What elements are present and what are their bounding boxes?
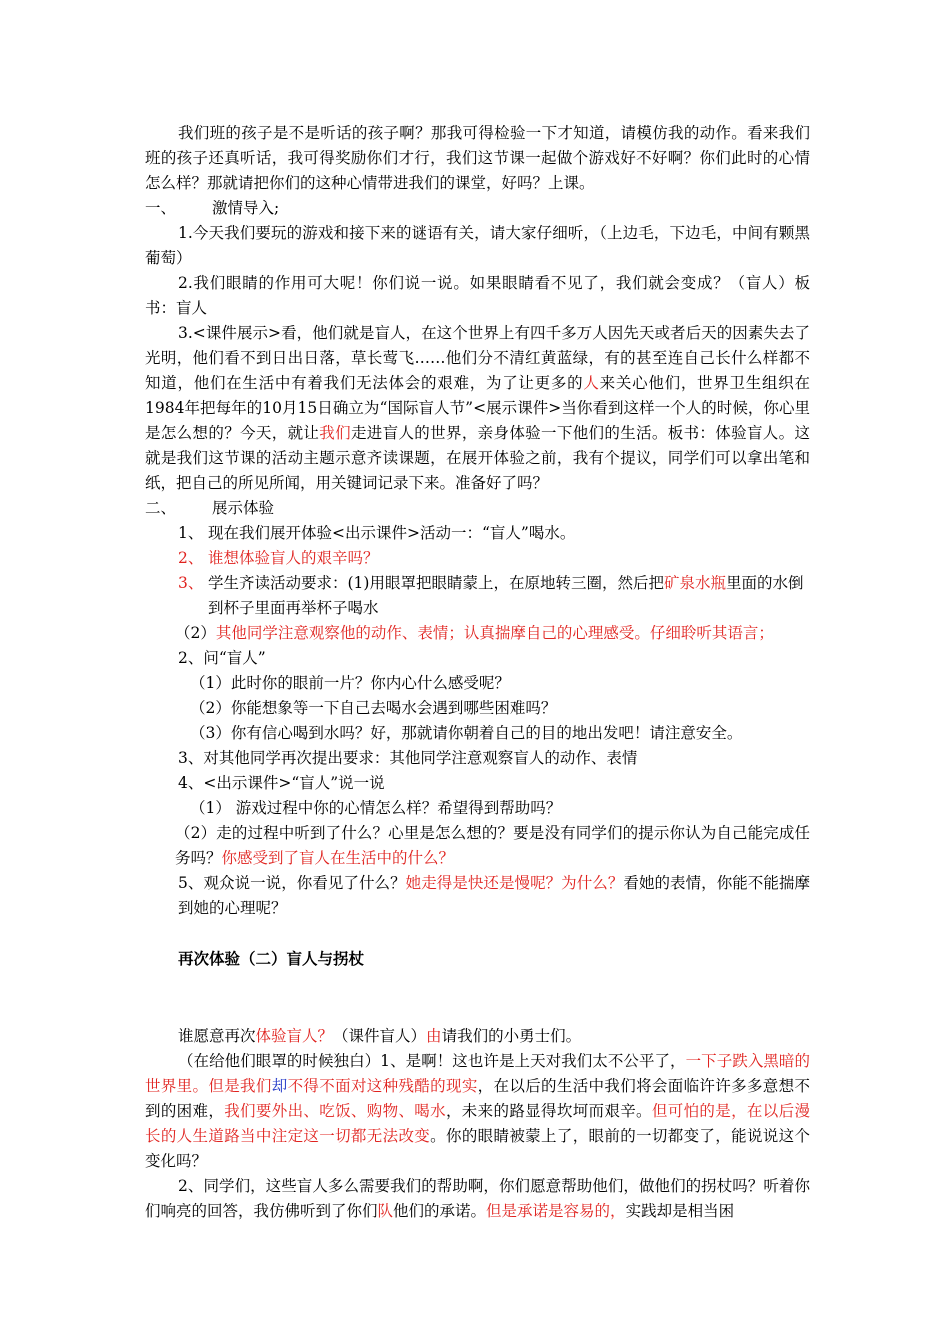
requirement-2 <box>145 621 810 646</box>
question-3: （3）你有信心喝到水吗？好，那就请你朝着自己的目的地出发吧！请注意安全。 <box>190 724 743 742</box>
list-number: 2、 <box>178 549 204 567</box>
document-page <box>145 121 810 1224</box>
step-5 <box>145 871 810 921</box>
highlight-text: 由 <box>426 1027 442 1045</box>
highlight-text: 队 <box>377 1202 394 1220</box>
paragraph-1: 1.今天我们要玩的游戏和接下来的谜语有关，请大家仔细听，（上边毛，下边毛，中间有颗黑葡萄） <box>145 224 810 267</box>
text-run: ，在以后的生活中我们将会面临许许多多意想不到的困难， <box>145 1077 810 1120</box>
paragraph-a <box>145 1024 810 1049</box>
section-heading-1 <box>145 196 810 221</box>
highlight-text: 她走得是快还是慢呢？为什么？ <box>405 874 624 892</box>
section-heading-2 <box>145 496 810 521</box>
step-4-question-2 <box>145 821 810 871</box>
highlight-text: 我们 <box>319 424 351 442</box>
text-run: 3.<课件展示>看，他们就是盲人，在这个世界上有四千多万人因先天或者后天的因素失去了光明，他们看不到日出日落，草长莺飞……他们分不清红黄蓝绿，有的甚至连自己长什么样都不知道，他们在生活中有着我们无法体会的艰难，为了让更多的 <box>145 324 810 392</box>
step-4-question-1: （1） 游戏过程中你的心情怎么样？希望得到帮助吗？ <box>190 799 562 817</box>
list-item <box>145 546 810 571</box>
highlight-text: 不得不面对这种残酷的现实 <box>287 1077 478 1095</box>
text-run: 实践却是相当困 <box>625 1202 735 1220</box>
list-number: 1、 <box>178 524 204 542</box>
text-run: 走进盲人的世界，亲身体验一下他们的生活。板书：体验盲人。这就是我们这节课的活动主题示意齐读课题，在展开体验之前，我有个提议，同学们可以拿出笔和纸，把自己的所见所闻，用关键词记录下来。准备好了吗？ <box>145 424 810 492</box>
bold-heading: 再次体验（二）盲人与拐杖 <box>178 950 365 968</box>
question-1: （1）此时你的眼前一片？你内心什么感受呢？ <box>190 674 510 692</box>
text-run: 他们的承诺。 <box>393 1202 487 1220</box>
paragraph-3 <box>145 321 810 496</box>
section-title: 激情导入; <box>212 199 280 217</box>
highlight-text: 一下子跌入黑暗的世界里。但是我们 <box>145 1052 810 1095</box>
text-run: （2） <box>175 624 216 642</box>
highlight-text: 体验盲人？ <box>255 1027 334 1045</box>
highlight-text-blue: 却 <box>271 1077 288 1095</box>
text-run: （课件盲人） <box>333 1027 427 1045</box>
text-run: 学生齐读活动要求：(1)用眼罩把眼睛蒙上，在原地转三圈，然后把 <box>208 574 664 592</box>
highlight-text: 人 <box>583 374 600 392</box>
text-run: （2）走的过程中听到了什么？心里是怎么想的？要是没有同学们的提示你认为自己能完成任务吗？ <box>175 824 810 867</box>
text-run: 。你的眼睛被蒙上了，眼前的一切都变了，能说说这个变化吗？ <box>145 1127 810 1170</box>
paragraph-b <box>145 1049 810 1174</box>
text-run: 5、观众说一说，你看见了什么？ <box>178 874 406 892</box>
highlight-text: 矿泉水瓶 <box>663 574 726 592</box>
highlight-text: 你感受到了盲人在生活中的什么？ <box>221 849 455 867</box>
list-number: 3、 <box>178 574 204 592</box>
highlight-text: 但可怕的是，在以后漫长的人生道路当中注定这一切都无法改变 <box>145 1102 810 1145</box>
intro-paragraph: 我们班的孩子是不是听话的孩子啊？那我可得检验一下才知道，请模仿我的动作。看来我们班的孩子还真听话，我可得奖励你们才行，我们这节课一起做个游戏好不好啊？你们此时的心情怎么样？那就请把你们的这种心情带进我们的课堂，好吗？上课。 <box>145 124 810 192</box>
list-item <box>145 571 810 621</box>
text-run: 请我们的小勇士们。 <box>441 1027 582 1045</box>
list-text: 谁想体验盲人的艰辛吗？ <box>208 549 379 567</box>
list-item <box>145 521 810 546</box>
text-run: ，未来的路显得坎坷而艰辛。 <box>445 1102 652 1120</box>
text-run: （在给他们眼罩的时候独白）1、是啊！这也许是上天对我们太不公平了， <box>178 1052 686 1070</box>
list-text <box>208 571 810 621</box>
step-4: 4、<出示课件>“盲人”说一说 <box>178 774 385 792</box>
step-3: 3、对其他同学再次提出要求：其他同学注意观察盲人的动作、表情 <box>178 749 638 767</box>
step-2: 2、问“盲人” <box>178 649 266 667</box>
paragraph-2: 2.我们眼睛的作用可大呢！你们说一说。如果眼睛看不见了，我们就会变成？（盲人）板书：盲人 <box>145 274 810 317</box>
section-number: 二、 <box>145 499 177 517</box>
highlight-text: 其他同学注意观察他的动作、表情；认真揣摩自己的心理感受。仔细聆听其语言； <box>215 624 774 642</box>
section-title: 展示体验 <box>212 499 275 517</box>
highlight-text: 我们要外出、吃饭、购物、喝水 <box>224 1102 446 1120</box>
text-run: 看她的表情，你能不能揣摩到她的心理呢？ <box>178 874 810 917</box>
highlight-text: 但是承诺是容易的， <box>486 1202 626 1220</box>
question-2: （2）你能想象等一下自己去喝水会遇到哪些困难吗？ <box>190 699 557 717</box>
section-number: 一、 <box>145 199 177 217</box>
text-run: 来关心他们，世界卫生组织在1984年把每年的10月15日确立为“国际盲人节”<展示课件>当你看到这样一个人的时候，你心里是怎么想的？今天，就让 <box>145 374 810 442</box>
list-text: 现在我们展开体验<出示课件>活动一：“盲人”喝水。 <box>208 524 576 542</box>
paragraph-c <box>145 1174 810 1224</box>
text-run: 2、同学们，这些盲人多么需要我们的帮助啊，你们愿意帮助他们，做他们的拐杖吗？听着你们响亮的回答，我仿佛听到了你们 <box>145 1177 810 1220</box>
text-run: 谁愿意再次 <box>178 1027 256 1045</box>
text-run: 里面的水倒到杯子里面再举杯子喝水 <box>208 574 804 617</box>
